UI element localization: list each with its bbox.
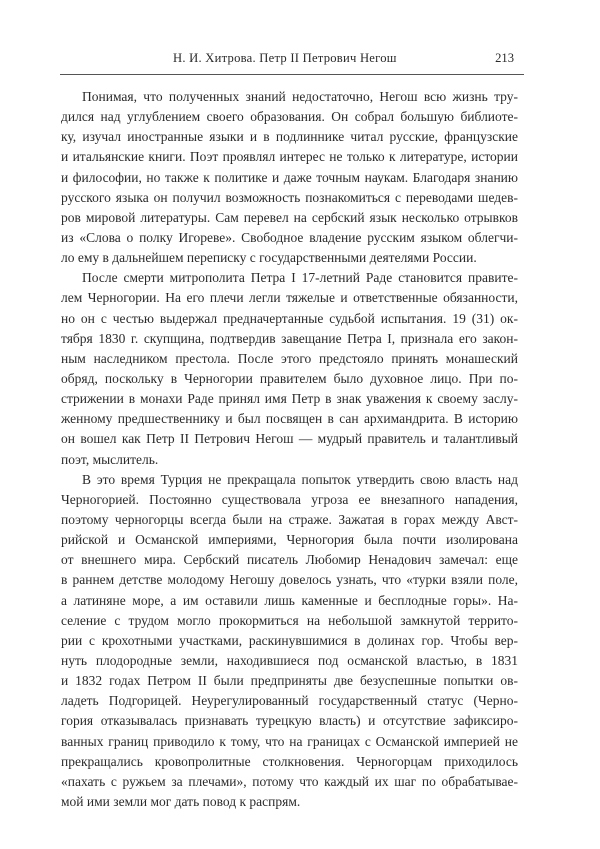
text-line: а латиняне море, а им оставили лишь каменные и бесплодные горы». На-: [61, 592, 518, 608]
running-header: [60, 47, 524, 75]
text-line: из «Слова о полку Игореве». Свободное владение русским языком облегчи-: [61, 229, 518, 245]
text-line: он вошел как Петр II Петрович Негош — мудрый правитель и талантливый: [61, 431, 518, 447]
text-line: тября 1830 г. скупщина, подтвердив завещание Петра I, признала его закон-: [61, 330, 518, 346]
text-line: и 1832 годах Петром II были предприняты две безуспешные попытки ов-: [61, 673, 518, 689]
text-line: нуть плодородные земли, находившиеся под османской властью, в 1831: [61, 652, 518, 668]
text-line: мой ими земли мог дать повод к распрям.: [61, 793, 301, 809]
text-line: поэтому черногорцы всегда были на страже. Зажатая в горах между Авст-: [61, 511, 518, 527]
text-line: русского языка он получил возможность познакомиться с переводами шедев-: [61, 189, 518, 205]
text-line: ным наследником престола. После этого предстояло принять монашеский: [61, 350, 518, 366]
text-line: Черногорией. Постоянно существовала угроза ее внезапного нападения,: [61, 491, 518, 507]
text-line: прекращались кровопролитные столкновения. Черногорцам приходилось: [61, 753, 518, 769]
text-line: от внешнего мира. Сербский писатель Любомир Ненадович замечал: еще: [61, 552, 518, 568]
body-text: [61, 87, 518, 812]
text-line: и итальянские книги. Поэт проявлял интерес не только к литературе, истории: [61, 149, 518, 165]
text-line: ладеть Подгорицей. Неурегулированный государственный статус (Черно-: [61, 693, 518, 709]
paragraph: [61, 268, 518, 469]
text-line: Понимая, что полученных знаний недостаточно, Негош всю жизнь тру-: [82, 89, 518, 104]
text-line: стрижении в монахи Раде принял имя Петр в знак уважения к своему заслу-: [61, 391, 518, 407]
text-line: рии с крохотными участками, раскинувшимися в долинах гор. Чтобы вер-: [61, 632, 518, 648]
text-line: женному предшественнику и был посвящен в сан архимандрита. В историю: [61, 411, 518, 427]
text-line: ванных границ приводило к тому, что на границах с Османской империей не: [61, 733, 518, 749]
text-line: рийской и Османской империями, Черногория была почти изолирована: [61, 532, 518, 548]
text-line: поэт, мыслитель.: [61, 451, 159, 467]
text-line: После смерти митрополита Петра I 17-летний Раде становится правите-: [82, 270, 518, 286]
paragraph: [61, 470, 518, 812]
text-line: дился над углублением своего образования. Он собрал большую библиоте-: [61, 109, 518, 125]
text-line: но он с честью выдержал предначертанные судьбой испытания. 19 (31) ок-: [61, 310, 518, 326]
text-line: В это время Турция не прекращала попыток утвердить свою власть над: [82, 471, 518, 487]
text-line: лем Черногории. На его плечи легли тяжелые и ответственные обязанности,: [61, 290, 518, 306]
text-line: ку, изучал иностранные языки и в подлиннике читал русские, французские: [61, 129, 518, 145]
text-line: обряд, поскольку в Черногории правителем было духовное лицо. При по-: [61, 370, 518, 386]
text-line: ров мировой литературы. Сам перевел на сербский язык несколько отрывков: [61, 209, 518, 225]
text-line: селение с трудом могло прокормиться на небольшой замкнутой террито-: [61, 612, 518, 628]
page-number: 213: [495, 51, 514, 65]
text-line: «пахать с ружьем за плечами», потому что каждый их шаг по обрабатывае-: [61, 773, 518, 789]
text-line: и философии, но также к политике и даже точным наукам. Благодаря знанию: [61, 169, 518, 185]
text-line: гория отказывалась признавать турецкую власть) и отсутствие зафиксиро-: [61, 713, 518, 729]
text-line: ло ему в дальнейшем переписку с государственными деятелями России.: [61, 250, 477, 266]
text-line: в раннем детстве молодому Негошу довелось узнать, что «турки взяли поле,: [61, 572, 518, 588]
paragraph: [61, 87, 518, 268]
running-title: Н. И. Хитрова. Петр II Петрович Негош: [173, 51, 397, 65]
